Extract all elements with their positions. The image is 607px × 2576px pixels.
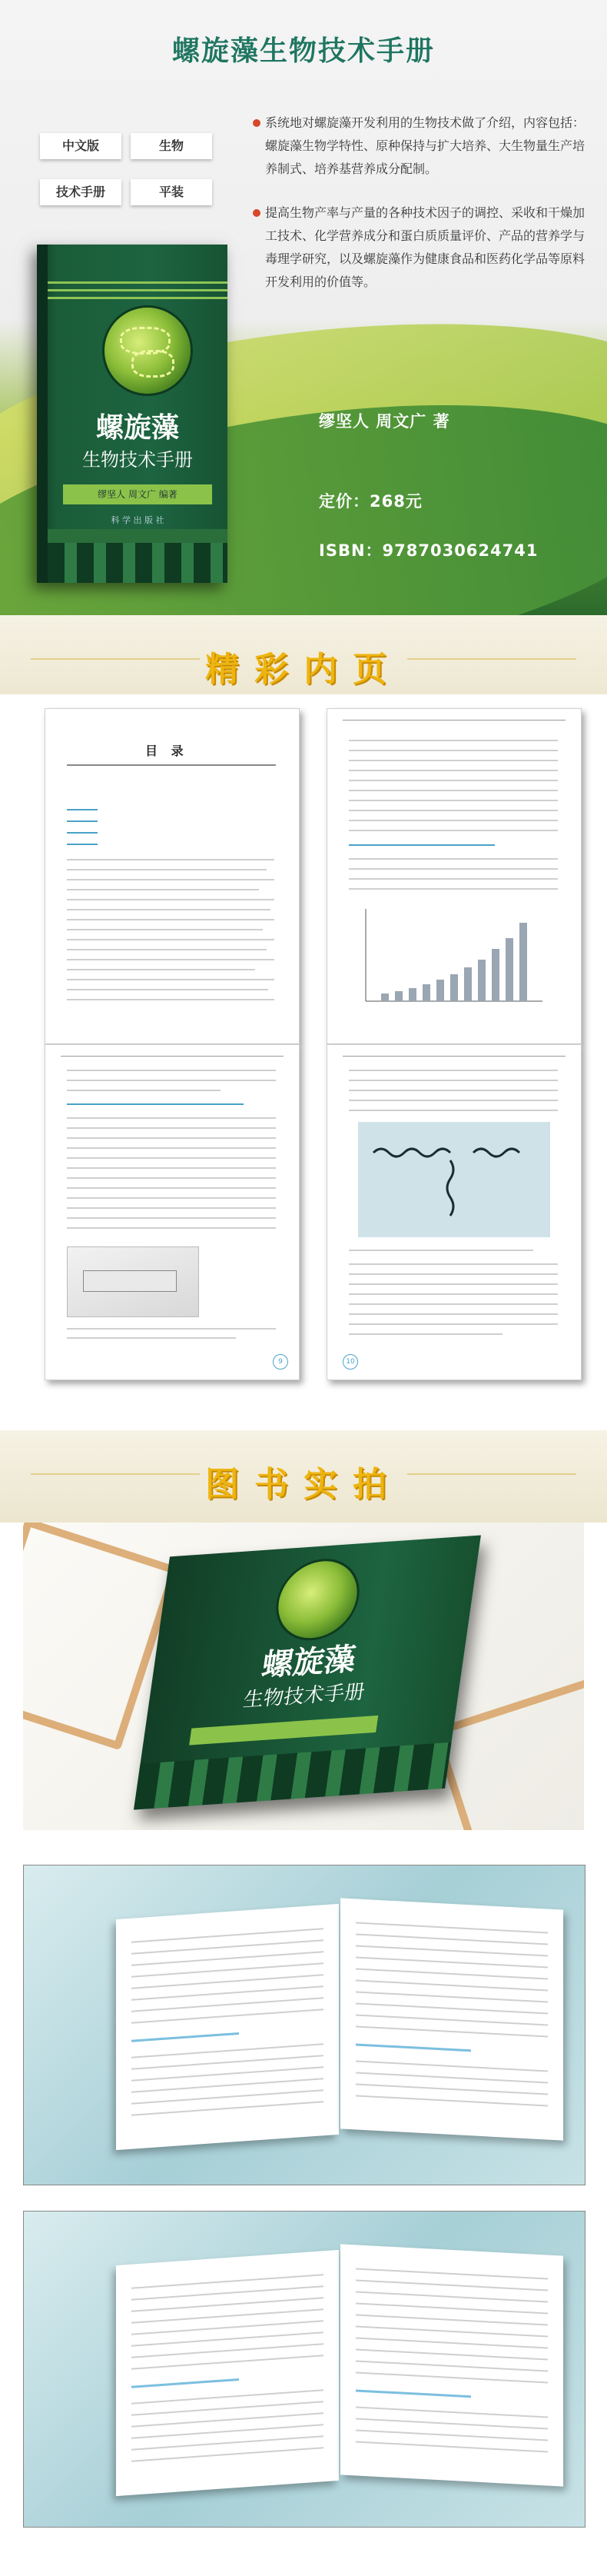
inner-page-text-photo: 9 — [45, 1044, 300, 1380]
section-title: 图书实拍 — [205, 1465, 402, 1504]
photo-author-band — [189, 1716, 378, 1746]
spirulina-disc-image — [274, 1559, 362, 1641]
isbn-line: ISBN：9787030624741 — [319, 541, 539, 560]
open-book-object — [116, 1896, 569, 2150]
tag-language: 中文版 — [40, 133, 121, 159]
section-banner-inner-pages — [0, 615, 607, 707]
book-photo-open-detail — [23, 2211, 585, 2528]
page-title: 螺旋藻生物技术手册 — [171, 35, 435, 67]
authors-line: 缪坚人 周文广 著 — [319, 412, 450, 431]
inner-pages-section — [0, 694, 607, 1381]
photo-book-object — [134, 1535, 481, 1809]
cover-title: 螺旋藻 — [95, 411, 179, 444]
description-bullet — [265, 201, 588, 294]
sample-chart-image — [358, 901, 550, 1017]
description-bullet — [265, 111, 588, 181]
open-book-left-page — [116, 1904, 339, 2150]
cover-publisher: 科 学 出 版 社 — [111, 515, 164, 525]
spirulina-figure-image — [358, 1122, 550, 1237]
cover-band — [48, 529, 227, 543]
open-book-left-page — [116, 2250, 339, 2496]
section-title: 精彩内页 — [205, 650, 402, 689]
book-photo-open — [23, 1865, 585, 2185]
description-text: 提高生物产率与产量的各种技术因子的调控、采收和干燥加工技术、化学营养成分和蛋白质质量评价、产品的营养学与毒理学研究，以及螺旋藻作为健康食品和医药化学品等原料开发利用的价值等。 — [265, 205, 585, 289]
bullet-dot-icon — [253, 209, 260, 217]
tag-type: 技术手册 — [40, 179, 121, 205]
photo-cover-subtitle: 生物技术手册 — [241, 1680, 367, 1712]
cover-subtitle: 生物技术手册 — [82, 449, 193, 471]
cover-stripe — [48, 297, 227, 299]
open-book-object — [116, 2242, 569, 2496]
price-line: 定价：268元 — [319, 492, 423, 511]
bullet-dot-icon — [253, 119, 260, 127]
cover-wave-pattern — [48, 543, 227, 583]
description-text: 系统地对螺旋藻开发利用的生物技术做了介绍，内容包括：螺旋藻生物学特性、原种保持与扩大培养、大生物量生产培养制式、培养基营养成分配制。 — [265, 115, 585, 176]
cover-authors: 缪坚人 周文广 编著 — [98, 489, 177, 500]
header-section — [0, 0, 607, 615]
photo-wave-pattern — [134, 1742, 451, 1810]
toc-title: 目 录 — [145, 744, 188, 758]
cover-stripe — [48, 281, 227, 284]
inner-page-toc — [45, 708, 300, 1044]
open-book-right-page — [340, 1898, 563, 2140]
book-spine — [37, 245, 48, 583]
tag-category: 生物 — [131, 133, 212, 159]
sample-photo-image — [67, 1246, 199, 1317]
cover-stripe — [48, 289, 227, 291]
section-banner-photos — [0, 1430, 607, 1523]
open-book-right-page — [340, 2244, 563, 2486]
tag-binding: 平装 — [131, 179, 212, 205]
book-cover — [37, 245, 227, 583]
photo-cover-title: 螺旋藻 — [259, 1640, 359, 1684]
toc-rule — [67, 764, 276, 766]
inner-page-figure: 10 — [327, 1044, 582, 1380]
inner-page-chart — [327, 708, 582, 1044]
spirulina-disc-image — [104, 308, 191, 394]
book-photo-cover — [23, 1523, 584, 1830]
